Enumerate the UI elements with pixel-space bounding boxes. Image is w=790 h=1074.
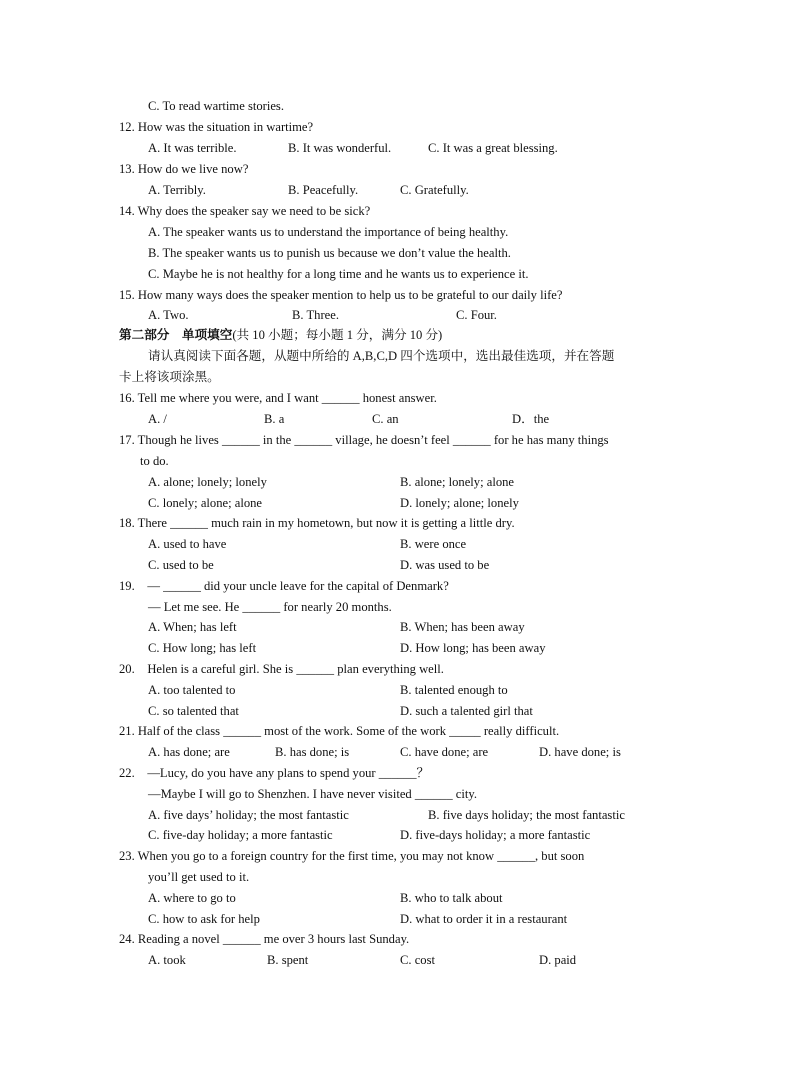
q20-option-a: A. too talented to [148,683,236,697]
q24-option-d: D. paid [539,953,577,967]
q19-question: 19. — ______ did your uncle leave for the capital of Denmark? [119,579,449,593]
q17-option-c: C. lonely; alone; alone [148,496,263,510]
q13-option-b: B. Peacefully. [288,183,359,197]
q12-option-c: C. It was a great blessing. [428,141,558,155]
section-title: 第二部分 单项填空 [119,328,233,342]
q24-option-a: A. took [148,953,186,967]
q21-option-c: C. have done; are [400,745,489,759]
q14-option-b: B. The speaker wants us to punish us because we don’t value the health. [148,246,511,260]
q21-option-d: D. have done; is [539,745,621,759]
q12-option-a: A. It was terrible. [148,141,237,155]
q17-option-d: D. lonely; alone; lonely [400,496,519,510]
q16-question: 16. Tell me where you were, and I want ______ honest answer. [119,391,437,405]
q24-question: 24. Reading a novel ______ me over 3 hours last Sunday. [119,932,410,946]
q15-question: 15. How many ways does the speaker mention to help us to be grateful to our daily life? [119,288,563,302]
q22-option-a: A. five days’ holiday; the most fantastic [148,808,349,822]
q13-option-c: C. Gratefully. [400,183,469,197]
q23-question-cont: you’ll get used to it. [148,870,250,884]
q19-option-b: B. When; has been away [400,620,525,634]
section-heading [119,327,442,343]
q18-option-b: B. were once [400,537,467,551]
q11-option-c: C. To read wartime stories. [148,99,284,113]
q17-option-b: B. alone; lonely; alone [400,475,515,489]
q22-question: 22. —Lucy, do you have any plans to spend your ______？ [119,766,430,780]
q17-option-a: A. alone; lonely; lonely [148,475,267,489]
q22-option-b: B. five days holiday; the most fantastic [428,808,625,822]
q16-option-a: A. / [148,412,167,426]
q20-option-d: D. such a talented girl that [400,704,533,718]
q12-question: 12. How was the situation in wartime? [119,120,314,134]
q19-response: — Let me see. He ______ for nearly 20 months. [148,600,392,614]
q20-option-b: B. talented enough to [400,683,508,697]
q18-question: 18. There ______ much rain in my hometown, but now it is getting a little dry. [119,516,515,530]
q13-option-a: A. Terribly. [148,183,206,197]
q14-question: 14. Why does the speaker say we need to be sick? [119,204,371,218]
q18-option-a: A. used to have [148,537,227,551]
q23-option-a: A. where to go to [148,891,236,905]
q15-option-b: B. Three. [292,308,339,322]
q22-option-c: C. five-day holiday; a more fantastic [148,828,333,842]
q22-option-d: D. five-days holiday; a more fantastic [400,828,591,842]
q23-option-d: D. what to order it in a restaurant [400,912,568,926]
q12-option-b: B. It was wonderful. [288,141,392,155]
q23-option-c: C. how to ask for help [148,912,260,926]
section-instruction-line2: 卡上将该项涂黑。 [119,370,220,384]
q21-option-b: B. has done; is [275,745,350,759]
q13-question: 13. How do we live now? [119,162,249,176]
q21-option-a: A. has done; are [148,745,230,759]
q16-option-d: D．the [512,412,550,426]
q15-option-c: C. Four. [456,308,497,322]
q14-option-c: C. Maybe he is not healthy for a long time and he wants us to experience it. [148,267,529,281]
q14-option-a: A. The speaker wants us to understand the importance of being healthy. [148,225,509,239]
q19-option-d: D. How long; has been away [400,641,546,655]
q16-option-b: B. a [264,412,285,426]
section-instruction-line1: 请认真阅读下面各题，从题中所给的 A,B,C,D 四个选项中，选出最佳选项，并在答题 [148,349,615,363]
q15-option-a: A. Two. [148,308,189,322]
q22-response: —Maybe I will go to Shenzhen. I have never visited ______ city. [148,787,477,801]
q19-option-c: C. How long; has left [148,641,257,655]
q20-question: 20. Helen is a careful girl. She is ______ plan everything well. [119,662,444,676]
q23-option-b: B. who to talk about [400,891,503,905]
q23-question: 23. When you go to a foreign country for the first time, you may not know ______, but soon [119,849,585,863]
q17-question-cont: to do. [140,454,169,468]
q21-question: 21. Half of the class ______ most of the work. Some of the work _____ really difficult. [119,724,560,738]
q24-option-b: B. spent [267,953,309,967]
q20-option-c: C. so talented that [148,704,239,718]
q24-option-c: C. cost [400,953,435,967]
section-meta: (共 10 小题；每小题 1 分，满分 10 分) [232,328,443,342]
q18-option-d: D. was used to be [400,558,490,572]
q17-question: 17. Though he lives ______ in the ______ village, he doesn’t feel ______ for he has many things [119,433,609,447]
q19-option-a: A. When; has left [148,620,237,634]
q16-option-c: C. an [372,412,399,426]
q18-option-c: C. used to be [148,558,214,572]
